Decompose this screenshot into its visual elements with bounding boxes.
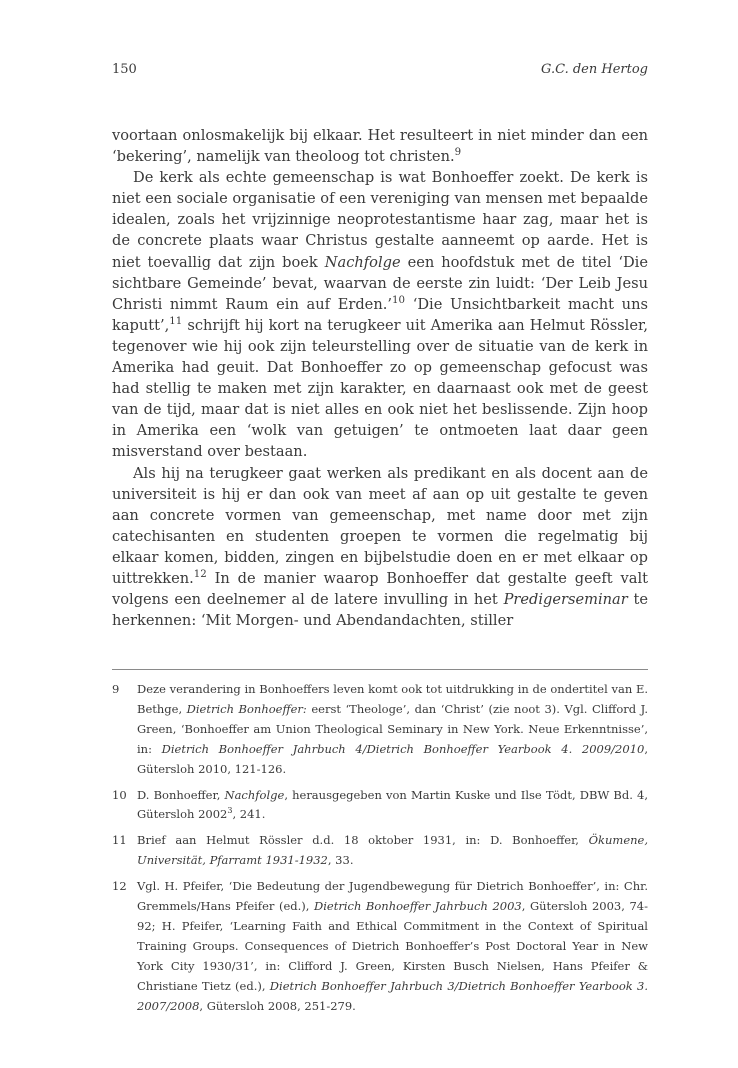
text-run: schrijft hij kort na terugkeer uit Amerika aan Helmut Rössler, tegenover wie hij ook zijn teleurstelling over de situatie van de kerk in Amerika had geuit. Dat Bonhoeffer zo op gemeenschap gefocust was had stellig te maken met zijn karakter, en daarnaast ook met de geest van de tijd, maar dat is niet alles en ook niet het beslissende. Zijn hoop in Amerika een ‘wolk van getuigen’ te ontmoeten laat daar geen misverstand over bestaan. <box>112 316 648 461</box>
text-run: D. Bonhoeffer, <box>137 787 225 802</box>
term-predigerseminar: Predigerseminar <box>503 591 628 609</box>
footnote-ref-12[interactable]: 12 <box>193 569 207 581</box>
text-run: , 33. <box>327 853 354 868</box>
edition-superscript: 3 <box>227 806 233 816</box>
body-text <box>112 125 648 631</box>
text-run: eerst ‘Theologe’, dan ‘Christ’ (zie noot 3). Vgl. Clifford J. Green, ‘Bonhoeffer am Union Theological Seminary in New York. Neue Erkenntnisse’, in: <box>137 701 649 756</box>
text-run: een hoofdstuk met de titel ‘Die sichtbare Gemeinde’ bevat, waarvan de eerste zin luidt: ‘Der Leib Jesu Christi nimmt Raum ein auf Erden.’ <box>112 253 648 313</box>
page-header <box>112 62 648 84</box>
cited-title: Dietrich Bonhoeffer Jahrbuch 2003 <box>314 899 522 914</box>
text-run: In de manier waarop Bonhoeffer dat gestalte geeft valt volgens een deelnemer al de latere invulling in het <box>112 569 648 609</box>
paragraph-2 <box>112 167 648 462</box>
footnotes <box>112 680 648 1023</box>
footnote-9 <box>112 680 648 780</box>
text-run: De kerk als echte gemeenschap is wat Bonhoeffer zoekt. De kerk is niet een sociale organisatie of een vereniging van mensen met bepaalde idealen, zoals het vrijzinnige neoprotestantisme haar zag, maar het is de concrete plaats waar Christus gestalte aanneemt op aarde. Het is niet toevallig dat zijn boek <box>112 169 648 271</box>
cited-title: Ökumene, Universität, Pfarramt 1931-1932 <box>137 833 648 868</box>
page-number: 150 <box>112 62 137 77</box>
footnote-number: 10 <box>112 787 127 802</box>
footnote-ref-9[interactable]: 9 <box>454 147 462 159</box>
paragraph-1 <box>112 125 648 167</box>
text-run: Brief aan Helmut Rössler d.d. 18 oktober 1931, in: D. Bonhoeffer, <box>137 833 589 848</box>
footnote-12 <box>112 877 648 1016</box>
text-run: Vgl. H. Pfeifer, ‘Die Bedeutung der Jugendbewegung für Dietrich Bonhoeffer’, in: Chr. Gremmels/Hans Pfeifer (ed.), <box>137 879 648 914</box>
text-run: voortaan onlosmakelijk bij elkaar. Het resulteert in niet minder dan een ‘bekering’, namelijk van theoloog tot christen. <box>112 127 648 166</box>
book-title-nachfolge: Nachfolge <box>324 253 401 271</box>
footnote-ref-10[interactable]: 10 <box>392 294 406 306</box>
footnote-number: 9 <box>112 682 120 696</box>
text-run: , Gütersloh 2010, 121-126. <box>137 741 648 776</box>
cited-title: Nachfolge <box>224 787 285 802</box>
cited-title: Dietrich Bonhoeffer: <box>186 701 307 716</box>
footnote-divider <box>112 669 648 670</box>
text-run: Als hij na terugkeer gaat werken als predikant en als docent aan de universiteit is hij er dan ook van meet af aan op uit gestalte te geven aan concrete vormen van gemeenschap, met name door met zijn catechisanten en studenten groepen te vormen die regelmatig bij elkaar komen, bidden, zingen en bijbelstudie doen en er met elkaar op uittrekken. <box>112 464 648 587</box>
cited-title: Dietrich Bonhoeffer Jahrbuch 3/Dietrich Bonhoeffer Yearbook 3. 2007/2008 <box>137 978 648 1013</box>
footnote-ref-11[interactable]: 11 <box>169 315 183 327</box>
footnote-number: 11 <box>112 833 127 848</box>
text-run: , Gütersloh 2003, 74-92; H. Pfeifer, ‘Learning Faith and Ethical Commitment in the Context of Spiritual Training Groups. Consequences of Dietrich Bonhoeffer’s Post Doctoral Year in New York City 1930/31’, in: Clifford J. Green, Kirsten Busch Nielsen, Hans Pfeifer & Christiane Tietz (ed.), <box>137 899 648 993</box>
text-run: Deze verandering in Bonhoeffers leven komt ook tot uitdrukking in de ondertitel van E. Bethge, <box>137 682 648 716</box>
text-run: , herausgegeben von Martin Kuske und Ilse Tödt, DBW Bd. 4, Gütersloh 2002 <box>137 787 648 822</box>
text-run: te herkennen: ‘Mit Morgen- und Abendandachten, stiller <box>112 591 649 630</box>
text-run: ‘Die Unsichtbarkeit macht uns kaputt’, <box>112 295 648 334</box>
paragraph-3 <box>112 463 648 632</box>
text-run: , Gütersloh 2008, 251-279. <box>199 998 356 1013</box>
text-run: , 241. <box>232 807 266 822</box>
footnote-11 <box>112 831 648 871</box>
running-head: G.C. den Hertog <box>541 62 648 77</box>
cited-title: Dietrich Bonhoeffer Jahrbuch 4/Dietrich Bonhoeffer Yearbook 4. 2009/2010 <box>161 741 645 756</box>
footnote-10 <box>112 786 648 826</box>
footnote-number: 12 <box>112 879 127 894</box>
